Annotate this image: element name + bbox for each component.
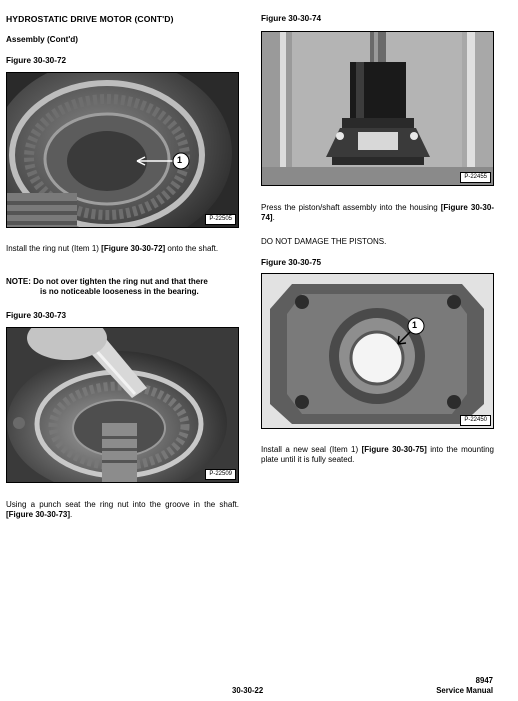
- figure-ref: [Figure 30-30-74]: [261, 203, 494, 222]
- figure-73-caption: Figure 30-30-73: [6, 311, 67, 320]
- figure-75-photo: [261, 273, 494, 429]
- step-install-seal: Install a new seal (Item 1) [Figure 30-30-75] into the mounting plate until it is fully seated.: [261, 445, 494, 464]
- figure-72-photo: [6, 72, 239, 228]
- callout-1: 1: [412, 320, 418, 330]
- mounting-plate-photo-illustration: [262, 274, 493, 428]
- figure-72-caption: Figure 30-30-72: [6, 56, 67, 65]
- doc-number: 8947: [475, 676, 493, 685]
- page-number: 30-30-22: [232, 686, 264, 695]
- figure-73-photo: [6, 327, 239, 483]
- photo-number: P-22450: [460, 415, 491, 426]
- photo-number: P-22455: [460, 172, 491, 183]
- punch-photo-illustration: [7, 328, 238, 482]
- callout-1: 1: [177, 155, 183, 165]
- photo-number: P-22509: [205, 469, 236, 480]
- figure-74-caption: Figure 30-30-74: [261, 14, 322, 23]
- press-photo-illustration: [262, 32, 493, 185]
- figure-75-caption: Figure 30-30-75: [261, 258, 322, 267]
- doc-title: Service Manual: [436, 686, 493, 695]
- note-block: NOTE: Do not over tighten the ring nut and that there is no noticeable looseness in the bearing.: [6, 277, 208, 296]
- figure-ref: [Figure 30-30-73]: [6, 510, 71, 519]
- step-install-ring-nut: Install the ring nut (Item 1) [Figure 30-30-72] onto the shaft.: [6, 244, 219, 253]
- figure-ref: [Figure 30-30-75]: [361, 445, 427, 454]
- bearing-photo-illustration: [7, 73, 238, 227]
- step-press-piston: Press the piston/shaft assembly into the housing [Figure 30-30-74].: [261, 203, 494, 222]
- note-label: NOTE:: [6, 277, 31, 286]
- section-title: HYDROSTATIC DRIVE MOTOR (CONT'D): [6, 14, 174, 24]
- warning-text: DO NOT DAMAGE THE PISTONS.: [261, 237, 387, 246]
- figure-ref: [Figure 30-30-72]: [101, 244, 166, 253]
- subsection-title: Assembly (Cont'd): [6, 35, 79, 44]
- step-seat-ring-nut: Using a punch seat the ring nut into the groove in the shaft. [Figure 30-30-73].: [6, 500, 239, 519]
- figure-74-photo: [261, 31, 494, 186]
- photo-number: P-22505: [205, 214, 236, 225]
